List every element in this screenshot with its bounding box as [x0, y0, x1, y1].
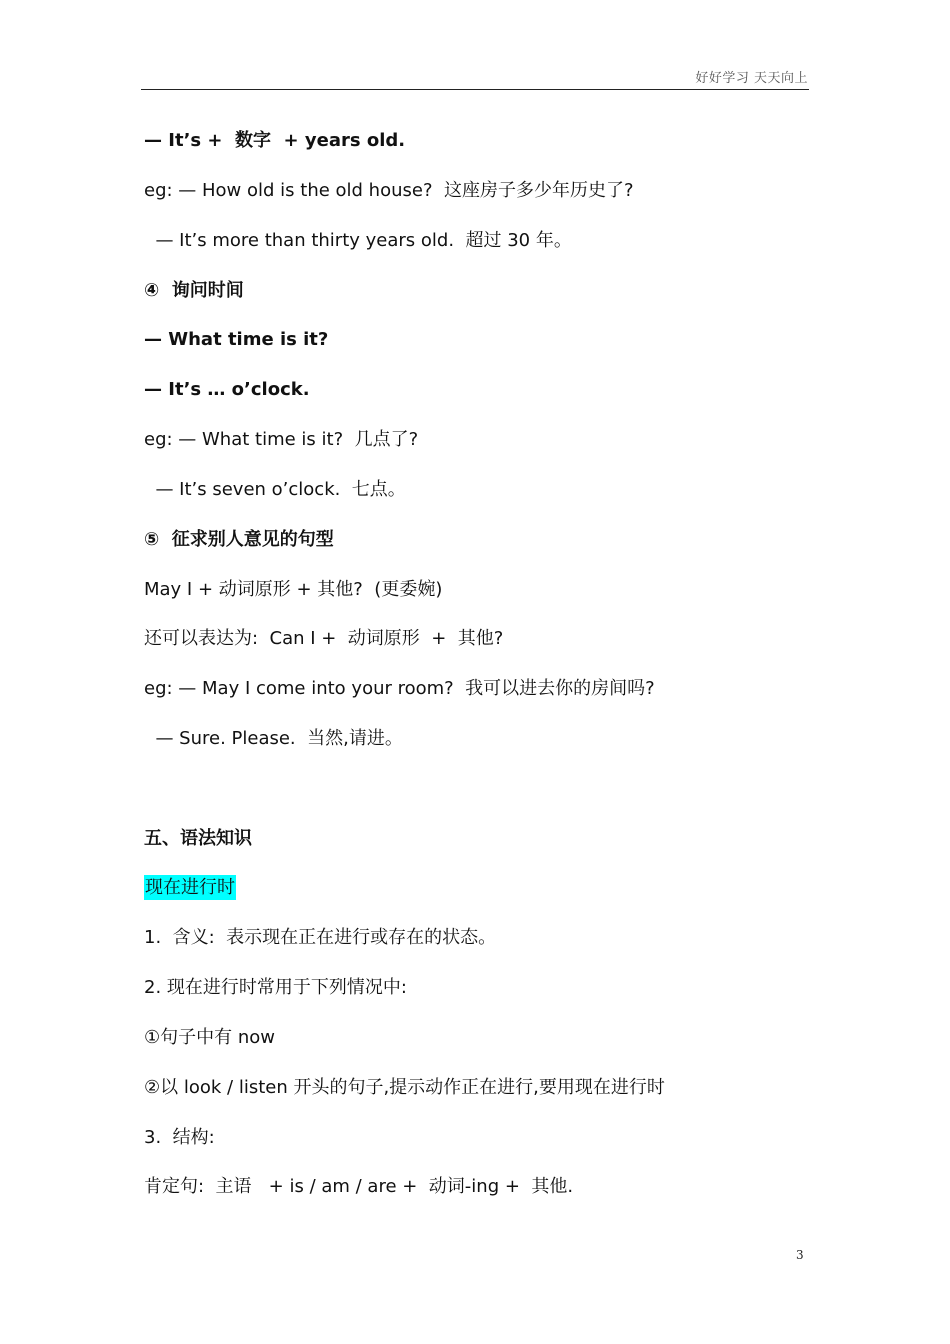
pattern-time-question: — What time is it? — [144, 329, 329, 350]
example-age-question: eg: — How old is the old house? 这座房子多少年历史了? — [144, 180, 634, 201]
point-usage: 2. 现在进行时常用于下列情况中: — [144, 977, 407, 998]
point-structure: 3. 结构: — [144, 1127, 215, 1148]
section-heading-ask-opinion: ⑤ 征求别人意见的句型 — [144, 529, 334, 550]
header-rule — [141, 89, 809, 90]
example-time-question: eg: — What time is it? 几点了? — [144, 429, 419, 450]
example-age-answer: — It’s more than thirty years old. 超过 30 年。 — [144, 230, 572, 251]
example-time-answer: — It’s seven o’clock. 七点。 — [144, 479, 406, 500]
pattern-can-i: 还可以表达为: Can I + 动词原形 + 其他? — [144, 628, 504, 649]
page-header-text: 好好学习 天天向上 — [695, 71, 808, 86]
structure-affirmative: 肯定句: 主语 + is / am / are + 动词-ing + 其他. — [144, 1176, 574, 1197]
point-meaning: 1. 含义: 表示现在正在进行或存在的状态。 — [144, 927, 497, 948]
example-may-i-question: eg: — May I come into your room? 我可以进去你的房间吗? — [144, 678, 655, 699]
pattern-age-answer: — It’s + 数字 + years old. — [144, 130, 406, 151]
section-heading-ask-time: ④ 询问时间 — [144, 280, 244, 301]
pattern-time-answer: — It’s … o’clock. — [144, 379, 310, 400]
section-heading-grammar: 五、语法知识 — [144, 828, 252, 849]
pattern-may-i: May I + 动词原形 + 其他? (更委婉) — [144, 579, 443, 600]
usage-item-look-listen: ②以 look / listen 开头的句子,提示动作正在进行,要用现在进行时 — [144, 1077, 665, 1098]
page-number: 3 — [796, 1248, 804, 1262]
example-may-i-answer: — Sure. Please. 当然,请进。 — [144, 728, 403, 749]
usage-item-now: ①句子中有 now — [144, 1027, 276, 1048]
topic-present-continuous — [144, 876, 236, 900]
highlighted-topic: 现在进行时 — [145, 877, 235, 898]
